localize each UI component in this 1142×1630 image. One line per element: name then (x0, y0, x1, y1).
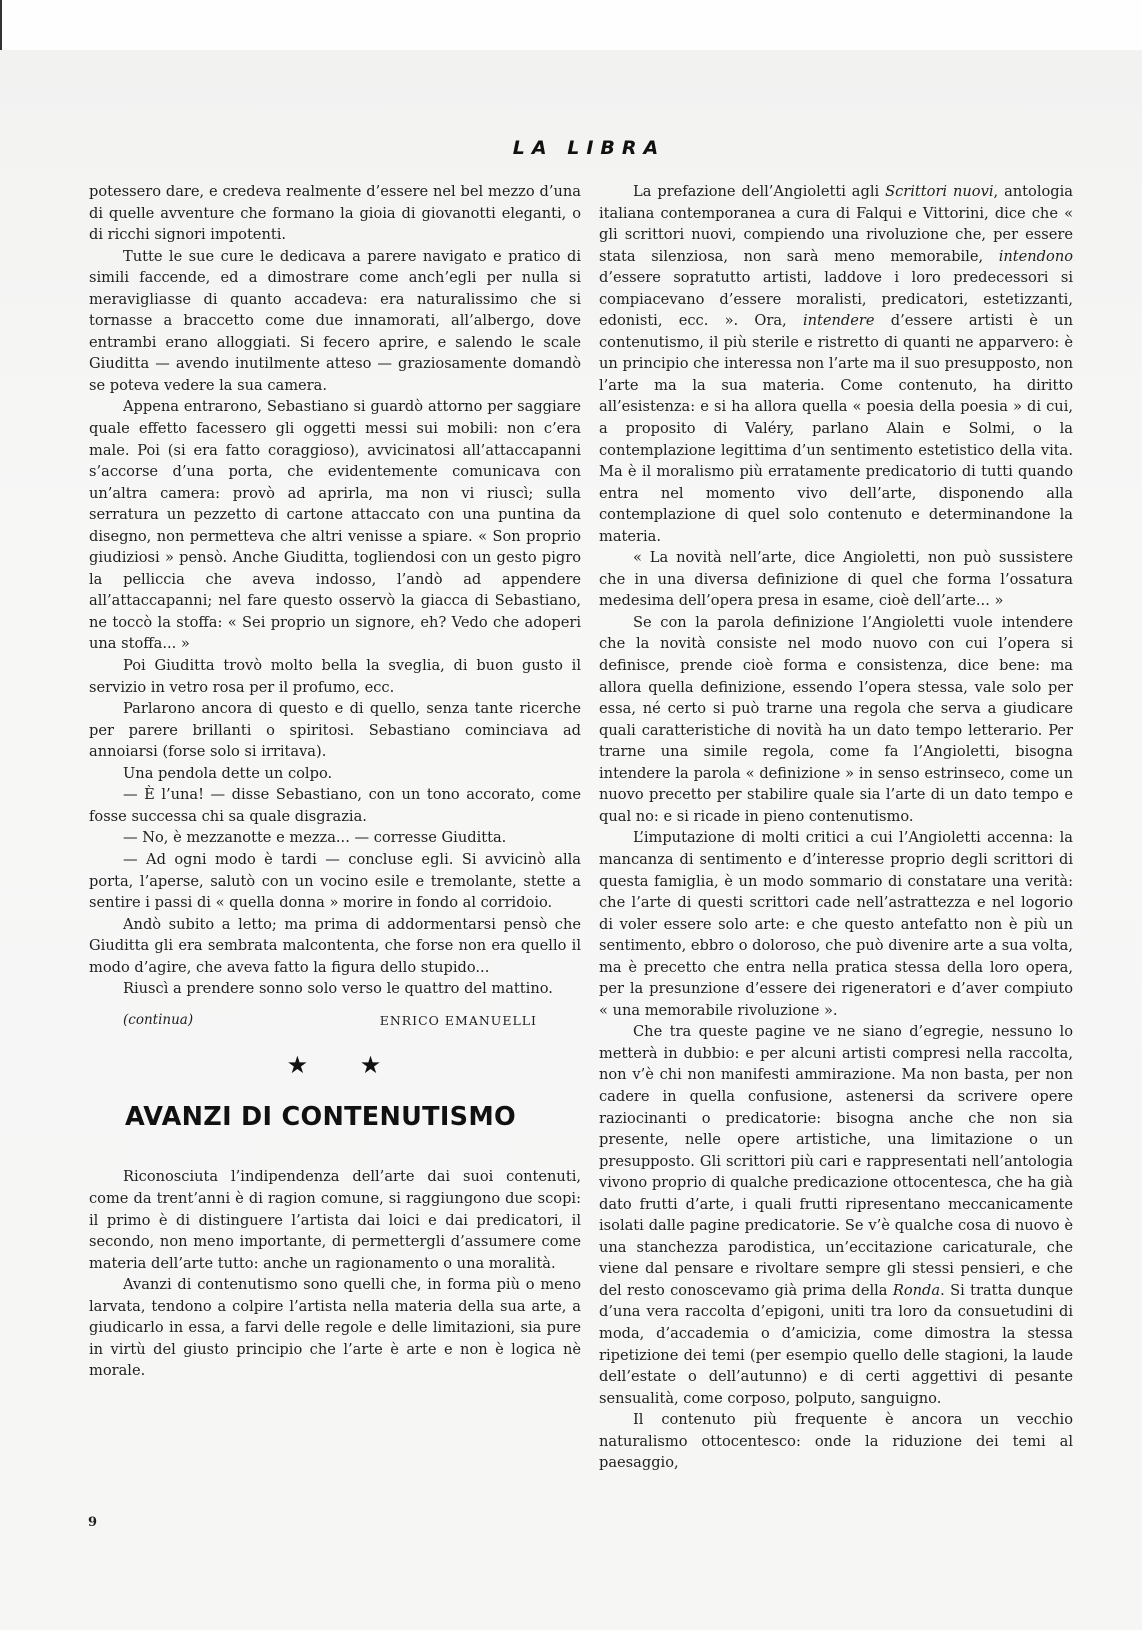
running-header: LA LIBRA (512, 137, 666, 159)
article-title: AVANZI DI CONTENUTISMO (125, 1101, 516, 1132)
story-paragraph: Andò subito a letto; ma prima di addormentarsi pensò che Giuditta gli era sembrata malcontenta, che forse non era quello il modo d’agire, che aveva fatto la figura dello stupido... (89, 915, 581, 976)
story-paragraph: Poi Giuditta trovò molto bella la sveglia, di buon gusto il servizio in vetro rosa per il profumo, ecc. (89, 657, 581, 696)
continued-label: (continua) (123, 1011, 194, 1028)
author-name: ENRICO EMANUELLI (379, 1012, 537, 1028)
article-paragraph: Riconosciuta l’indipendenza dell’arte dai suoi contenuti, come da trent’anni è di ragion comune, si raggiungono due scopi: il primo è di distinguere l’artista dai loici e dai predicatori, il secondo, non meno importante, di permettergli d’assumere come materia dell’arte tutto: anche un ragionamento o una moralità. (89, 1168, 581, 1272)
text-run: . Si tratta dunque d’una vera raccolta d’epigoni, uniti tra loro da consuetudini di moda, d’accademia o d’amicizia, come dimostra la stessa ripetizione dei temi (per esempio quello delle stagioni, la laude dell’estate o dell’autunno) e di certi aggettivi di pesante sensualità, come corposo, polputo, sanguigno. (599, 1281, 1073, 1407)
left-column (89, 181, 581, 1382)
scan-top-margin (0, 0, 1142, 50)
emphasis: intendono (998, 247, 1073, 265)
article-paragraph (599, 1021, 1073, 1409)
journal-title: Ronda (892, 1281, 941, 1299)
story-paragraph: Tutte le sue cure le dedicava a parere navigato e pratico di simili faccende, ed a dimostrare come anch’egli per nulla si meravigliasse di quanto accadeva: era naturalissimo che si tornasse a braccetto come due innamorati, all’albergo, dove entrambi erano alloggiati. Si fecero aprire, e salendo le scale Giuditta — avendo inutilmente atteso — graziosamente domandò se poteva vedere la sua camera. (89, 247, 581, 394)
story-paragraph: potessero dare, e credeva realmente d’essere nel bel mezzo d’una di quelle avventure che formano la gioia di giovanotti eleganti, o di ricchi signori impotenti. (89, 183, 581, 244)
emphasis: intendere (802, 312, 875, 330)
story-paragraph: — Ad ogni modo è tardi — concluse egli. Si avvicinò alla porta, l’aperse, salutò con un vocino esile e tremolante, stette a sentire i passi di « quella donna » morire in fondo al corridoio. (89, 850, 581, 912)
article-paragraph: Avanzi di contenutismo sono quelli che, in forma più o meno larvata, tendono a colpire l’artista nella materia della sua arte, a giudicarlo in essa, a farvi delle regole e delle limitazioni, sia pure in virtù del giusto principio che l’arte è arte e non è logica nè morale. (89, 1276, 581, 1380)
text-run: Che tra queste pagine ve ne siano d’egregie, nessuno lo metterà in dubbio: e per alcuni artisti compresi nella raccolta, non v’è chi non manifesti ammirazione. Ma non basta, per non cadere in quella confusione, astenersi da scrivere opere raziocinanti o predicatorie: bisogna anche che non sia presente, nelle opere artistiche, una limitazione o un presupposto. Gli scrittori più cari e rappresentati nell’antologia vivono proprio di qualche predicazione ottocentesca, che ha già dato frutti d’arte, i quali frutti ripresentano meccanicamente isolati dalle pagine predicatorie. Se v’è qualche cosa di nuovo è una stanchezza parodistica, un’eccitazione caricaturale, che viene dal pensare e rivoltare sempre gli stessi pensieri, e che del resto conoscevamo già prima della (599, 1023, 1073, 1299)
article-paragraph: Se con la parola definizione l’Angioletti vuole intendere che la novità consiste nel modo nuovo con cui l’opera si definisce, prende cioè forma e consistenza, dice bene: ma allora quella definizione, essendo l’opera stessa, vale solo per essa, né certo si può trarne una regola che serva a giudicare quali caratteristiche di novità ha un dato tempo letterario. Per trarne una simile regola, come fa l’Angioletti, bisogna intendere la parola « definizione » in senso estrinseco, come un nuovo precetto per stabilire quale sia l’arte di un dato tempo e qual no: e si ricade in pieno contenutismo. (599, 613, 1073, 825)
story-paragraph: Una pendola dette un colpo. (123, 764, 333, 782)
story-paragraph: Parlarono ancora di questo e di quello, senza tante ricerche per parere brillanti o spiritosi. Sebastiano cominciava ad annoiarsi (forse solo si irritava). (89, 700, 581, 761)
star-separator-icon: ★ ★ (286, 1051, 404, 1080)
scan-edge (0, 0, 2, 50)
text-run: , antologia italiana contemporanea a cura di Falqui e Vittorini, dice che « gli scrittori nuovi, compiendo una rivoluzione che, per essere stata silenziosa, non sarà meno memorabile, (599, 183, 1073, 265)
article-paragraph: L’imputazione di molti critici a cui l’Angioletti accenna: la mancanza di sentimento e d’interesse proprio degli scrittori di questa famiglia, è un modo sommario di constatare una verità: che l’arte di questi scrittori cade nell’astrattezza e nel logorio di voler essere solo arte: e che questo antefatto non è più un sentimento, ebbro o doloroso, che può divenire arte a sua volta, ma è precetto che entra nella pratica stessa della loro opera, per la presunzione d’essere dei rigeneratori e d’aver compiuto « una memorabile rivoluzione ». (599, 829, 1073, 1019)
text-run: La prefazione dell’Angioletti agli (633, 183, 886, 200)
page-number: 9 (88, 1515, 98, 1530)
article-body (89, 1166, 581, 1381)
article-paragraph: « La novità nell’arte, dice Angioletti, non può sussistere che in una diversa definizione di quel che forma l’ossatura medesima dell’opera presa in esame, cioè dell’arte... » (599, 549, 1073, 610)
text-run: d’essere artisti è un contenutismo, il più sterile e ristretto di quanti ne apparvero: è un principio che interessa non l’arte ma il suo presupposto, non l’arte ma la sua materia. Come contenuto, ha diritto all’esistenza: e si ha allora quella « poesia della poesia » di cui, a proposito di Valéry, parlano Alain e Solmi, o la contemplazione legittima d’un sentimento estetistico della vita. Ma è il moralismo più erratamente predicatorio di tutti quando entra nel momento vivo dell’arte, disponendo alla contemplazione di quel solo contenuto e determinandone la materia. (599, 312, 1073, 545)
article-paragraph: Il contenuto più frequente è ancora un vecchio naturalismo ottocentesco: onde la riduzione dei temi al paesaggio, (599, 1411, 1073, 1472)
text-run: d’essere sopratutto artisti, laddove i loro predecessori si compiacevano d’essere moralisti, predicatori, estetizzanti, edonisti, ecc. ». Ora, (599, 269, 1073, 330)
right-column (599, 181, 1073, 1474)
byline (89, 1010, 581, 1032)
story-paragraph: Appena entrarono, Sebastiano si guardò attorno per saggiare quale effetto facessero gli oggetti messi sui mobili: non c’era male. Poi (si era fatto coraggioso), avvicinatosi all’attaccapanni s’accorse d’una porta, che evidentemente comunicava con un’altra camera: provò ad aprirla, ma non vi riuscì; sulla serratura un pezzetto di cartone attaccato con una puntina da disegno, non permetteva che altri venisse a spiare. « Son proprio giudiziosi » pensò. Anche Giuditta, togliendosi con un gesto pigro la pelliccia che aveva indosso, l’andò ad appendere all’attaccapanni; nel fare questo osservò la giacca di Sebastiano, ne toccò la stoffa: « Sei proprio un signore, eh? Vedo che adoperi una stoffa... » (89, 398, 581, 653)
book-title: Scrittori nuovi (885, 183, 994, 200)
story-paragraph: — È l’una! — disse Sebastiano, con un tono accorato, come fosse successa chi sa quale disgrazia. (89, 786, 581, 825)
story-paragraph: — No, è mezzanotte e mezza... — corresse Giuditta. (123, 829, 507, 847)
article-paragraph (599, 181, 1073, 547)
story-paragraph: Riuscì a prendere sonno solo verso le quattro del mattino. (123, 980, 553, 998)
